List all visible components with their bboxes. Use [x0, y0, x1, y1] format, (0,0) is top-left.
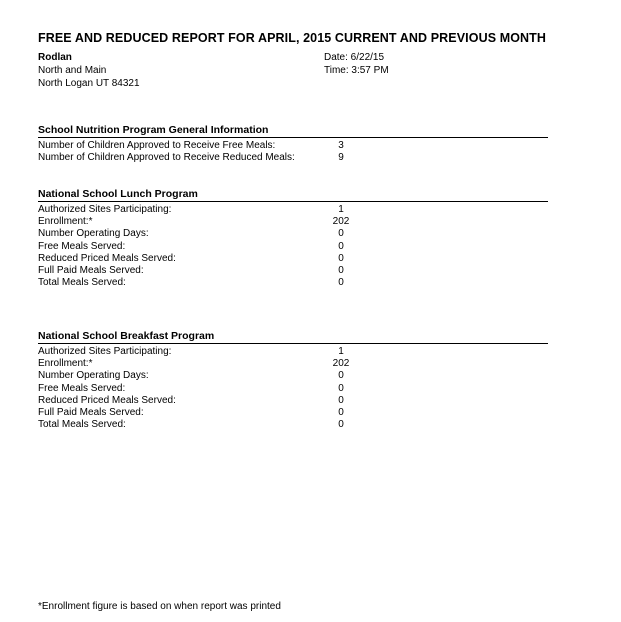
row-value: 0 — [338, 370, 344, 382]
row-label: Reduced Priced Meals Served: — [38, 252, 176, 264]
row-label: Total Meals Served: — [38, 277, 126, 289]
organization-name: Rodlan — [38, 52, 72, 63]
address-line-1: North and Main — [38, 65, 107, 76]
report-date: Date: 6/22/15 — [324, 52, 385, 63]
table-row — [38, 253, 548, 265]
table-row — [38, 216, 548, 228]
row-value: 1 — [338, 204, 344, 215]
table-row — [38, 228, 548, 240]
table-row — [38, 395, 548, 407]
report-meta — [324, 51, 389, 77]
row-value: 202 — [332, 216, 350, 228]
section-title: National School Breakfast Program — [38, 330, 548, 344]
row-label: Full Paid Meals Served: — [38, 264, 144, 276]
row-value: 0 — [338, 382, 344, 394]
report-time: Time: 3:57 PM — [324, 65, 389, 76]
lunch-program-section — [38, 188, 548, 289]
table-row — [38, 277, 548, 289]
row-value: 0 — [338, 252, 344, 264]
enrollment-footnote: *Enrollment figure is based on when report was printed — [38, 601, 281, 612]
row-value: 0 — [338, 264, 344, 276]
row-label: Reduced Priced Meals Served: — [38, 394, 176, 406]
row-value: 1 — [338, 346, 344, 357]
row-value: 0 — [338, 277, 344, 289]
table-row — [38, 383, 548, 395]
row-label: Enrollment:* — [38, 216, 93, 228]
row-label: Number of Children Approved to Receive Free Meals: — [38, 140, 276, 151]
table-row — [38, 358, 548, 370]
table-row — [38, 346, 548, 358]
organization-block — [38, 51, 140, 90]
row-value: 0 — [338, 406, 344, 418]
table-row — [38, 204, 548, 216]
address-line-2: North Logan UT 84321 — [38, 78, 140, 89]
row-value: 202 — [332, 358, 350, 370]
row-label: Authorized Sites Participating: — [38, 346, 172, 357]
general-info-section — [38, 124, 548, 164]
table-row — [38, 140, 548, 152]
row-value: 3 — [338, 140, 344, 151]
row-label: Number of Children Approved to Receive Reduced Meals: — [38, 152, 295, 164]
table-row — [38, 419, 548, 431]
row-label: Number Operating Days: — [38, 370, 149, 382]
row-label: Total Meals Served: — [38, 419, 126, 431]
row-value: 9 — [338, 152, 344, 164]
row-label: Free Meals Served: — [38, 240, 126, 252]
row-label: Authorized Sites Participating: — [38, 204, 172, 215]
row-label: Number Operating Days: — [38, 228, 149, 240]
row-value: 0 — [338, 394, 344, 406]
row-value: 0 — [338, 228, 344, 240]
table-row — [38, 265, 548, 277]
table-row — [38, 370, 548, 382]
breakfast-program-section — [38, 330, 548, 431]
row-value: 0 — [338, 419, 344, 431]
row-label: Free Meals Served: — [38, 382, 126, 394]
table-row — [38, 152, 548, 164]
row-value: 0 — [338, 240, 344, 252]
report-title: FREE AND REDUCED REPORT FOR APRIL, 2015 CURRENT AND PREVIOUS MONTH — [38, 31, 547, 45]
section-title: School Nutrition Program General Information — [38, 124, 548, 138]
row-label: Full Paid Meals Served: — [38, 406, 144, 418]
row-label: Enrollment:* — [38, 358, 93, 370]
section-title: National School Lunch Program — [38, 188, 548, 202]
table-row — [38, 241, 548, 253]
table-row — [38, 407, 548, 419]
